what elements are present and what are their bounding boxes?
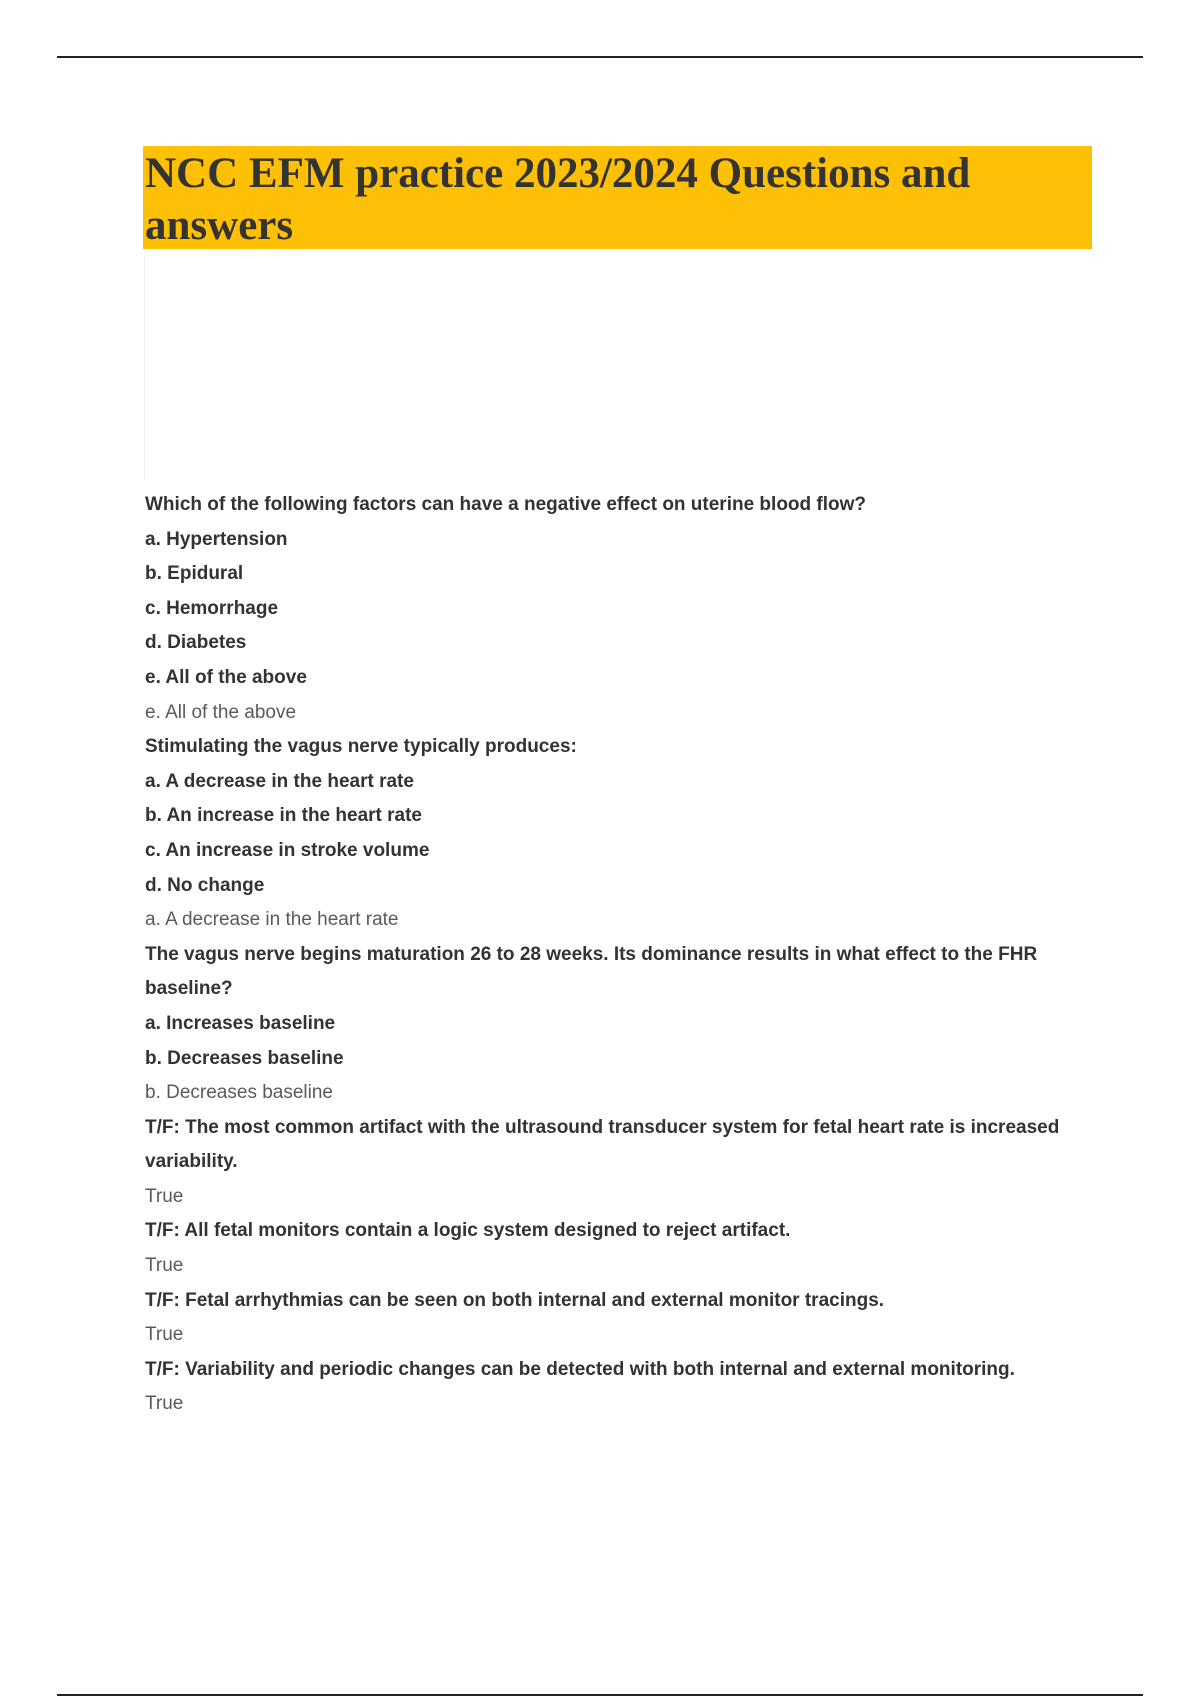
option-text: c. Hemorrhage xyxy=(145,597,279,619)
question-text: T/F: The most common artifact with the ultrasound transducer system for fetal heart rate is increased variability. xyxy=(145,1116,1060,1173)
question-text: Stimulating the vagus nerve typically produces: xyxy=(145,736,577,758)
option-text: a. Hypertension xyxy=(145,528,288,550)
answer-text: True xyxy=(145,1255,184,1277)
option-text: e. All of the above xyxy=(145,666,307,688)
answer-text: b. Decreases baseline xyxy=(145,1082,333,1104)
option-text: c. An increase in stroke volume xyxy=(145,839,430,861)
option-text: d. No change xyxy=(145,874,265,896)
option-text: d. Diabetes xyxy=(145,632,247,654)
bottom-divider xyxy=(57,1694,1143,1696)
question-text: Which of the following factors can have a negative effect on uterine blood flow? xyxy=(145,494,867,515)
answer-text: True xyxy=(145,1393,184,1415)
question-text: T/F: Variability and periodic changes can be detected with both internal and external monitoring. xyxy=(145,1358,1015,1380)
answer-text: a. A decrease in the heart rate xyxy=(145,909,399,931)
option-text: a. Increases baseline xyxy=(145,1012,336,1034)
faint-divider xyxy=(144,255,145,480)
document-title: NCC EFM practice 2023/2024 Questions and answers xyxy=(145,150,971,249)
qa-list xyxy=(145,488,1105,1422)
option-text: b. An increase in the heart rate xyxy=(145,805,422,827)
option-text: b. Decreases baseline xyxy=(145,1047,344,1069)
answer-text: e. All of the above xyxy=(145,701,297,723)
question-text: The vagus nerve begins maturation 26 to 28 weeks. Its dominance results in what effect to the FHR baseline? xyxy=(145,943,1038,1000)
question-text: T/F: Fetal arrhythmias can be seen on both internal and external monitor tracings. xyxy=(145,1289,885,1311)
question-text: T/F: All fetal monitors contain a logic system designed to reject artifact. xyxy=(145,1220,791,1242)
top-divider xyxy=(57,56,1143,58)
answer-text: True xyxy=(145,1185,184,1207)
option-text: b. Epidural xyxy=(145,563,244,585)
option-text: a. A decrease in the heart rate xyxy=(145,770,414,792)
title-banner xyxy=(143,146,1092,249)
answer-text: True xyxy=(145,1324,184,1346)
